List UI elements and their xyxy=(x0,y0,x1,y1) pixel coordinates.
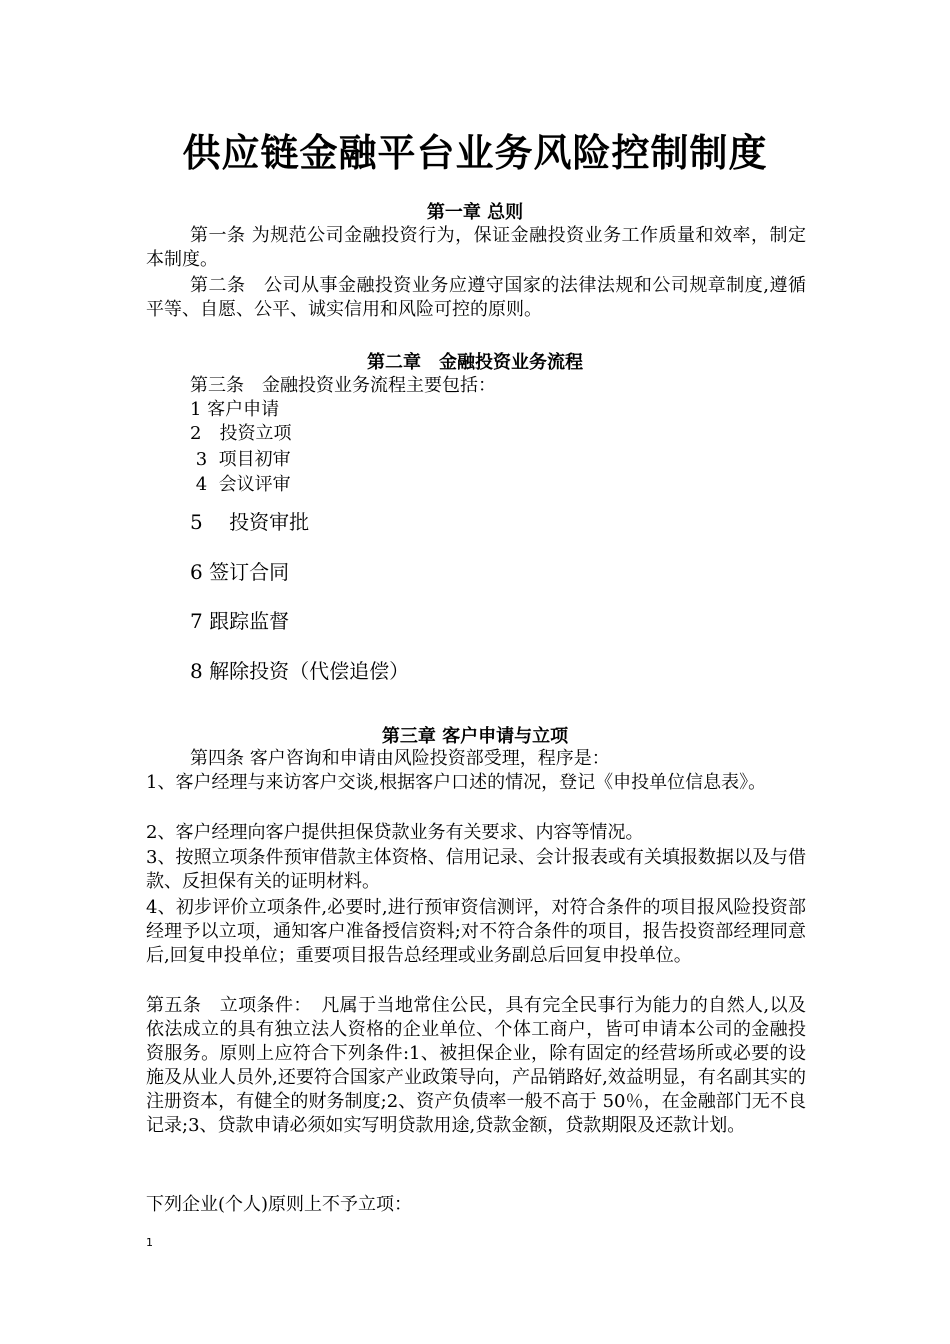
article-2: 第二条 公司从事金融投资业务应遵守国家的法律法规和公司规章制度,遵循平等、自愿、公平、诚实信用和风险可控的原则。 xyxy=(146,275,806,320)
article-4-intro: 第四条 客户咨询和申请由风险投资部受理，程序是： xyxy=(190,748,610,769)
article-1: 第一条 为规范公司金融投资行为，保证金融投资业务工作质量和效率，制定本制度。 xyxy=(146,225,806,270)
chapter-2-heading: 第二章 金融投资业务流程 xyxy=(367,352,583,373)
article-5-tail: 下列企业(个人)原则上不予立项： xyxy=(146,1194,413,1215)
process-step-6: 6 签订合同 xyxy=(190,560,290,584)
process-step-3: 3 项目初审 xyxy=(190,449,291,470)
process-step-4: 4 会议评审 xyxy=(190,474,291,495)
article-3-intro: 第三条 金融投资业务流程主要包括： xyxy=(190,375,496,396)
article-5: 第五条 立项条件： 凡属于当地常住公民，具有完全民事行为能力的自然人,以及依法成立的具有独立法人资格的企业单位、个体工商户，皆可申请本公司的金融投资服务。原则上应符合下列条件:1、被担保企业，除有固定的经营场所或必要的设施及从业人员外,还要符合国家产业政策导向，产品销路好,效益明显，有名副其实的注册资本，有健全的财务制度;2、资产负债率一般不高于 50％，在金融部门无不良记录;3、贷款申请必须如实写明贷款用途,贷款金额，贷款期限及还款计划。 xyxy=(146,995,806,1136)
article-4-item-4: 4、初步评价立项条件,必要时,进行预审资信测评，对符合条件的项目报风险投资部经理予以立项，通知客户准备授信资料;对不符合条件的项目，报告投资部经理同意后,回复申投单位；重要项目报告总经理或业务副总后回复申投单位。 xyxy=(146,897,806,966)
chapter-3-heading: 第三章 客户申请与立项 xyxy=(381,726,569,747)
page-number: 1 xyxy=(146,1236,153,1249)
process-step-8: 8 解除投资（代偿追偿） xyxy=(190,659,410,683)
document-title: 供应链金融平台业务风险控制制度 xyxy=(182,131,768,175)
article-4-item-2: 2、客户经理向客户提供担保贷款业务有关要求、内容等情况。 xyxy=(146,822,644,843)
process-step-7: 7 跟踪监督 xyxy=(190,609,290,633)
process-step-1: 1 客户申请 xyxy=(190,399,280,420)
chapter-1-heading: 第一章 总则 xyxy=(426,202,524,223)
process-step-2: 2 投资立项 xyxy=(190,423,292,444)
article-4-item-1: 1、客户经理与来访客户交谈,根据客户口述的情况，登记《申投单位信息表》。 xyxy=(146,772,767,793)
article-4-item-3: 3、按照立项条件预审借款主体资格、信用记录、会计报表或有关填报数据以及与借款、反担保有关的证明材料。 xyxy=(146,847,806,892)
process-step-5: 5 投资审批 xyxy=(190,510,310,534)
